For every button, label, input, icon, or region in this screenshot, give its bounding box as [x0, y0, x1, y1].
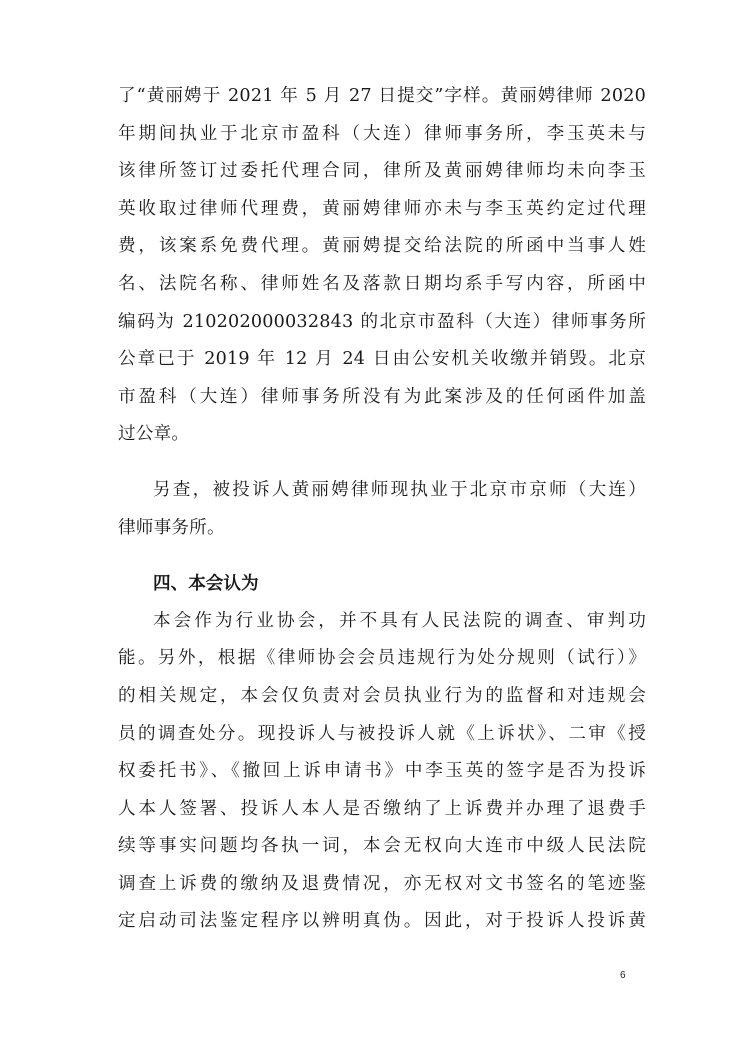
text-line: 调查上诉费的缴纳及退费情况，亦无权对文书签名的笔迹鉴 — [118, 873, 646, 894]
text-line: 费，该案系免费代理。黄丽娉提交给法院的所函中当事人姓 — [118, 236, 646, 257]
text-line: 公章已于 2019 年 12 月 24 日由公安机关收缴并销毁。北京 — [118, 349, 646, 370]
text-line: 名、法院名称、律师姓名及落款日期均系手写内容，所函中 — [118, 273, 646, 294]
text-line: 编码为 210202000032843 的北京市盈科（大连）律师事务所 — [118, 311, 646, 332]
page-number: 6 — [620, 970, 626, 981]
text-line: 律师事务所。 — [118, 517, 225, 538]
text-line: 员的调查处分。现投诉人与被投诉人就《上诉状》、二审《授 — [118, 723, 646, 744]
text-line: 本会作为行业协会，并不具有人民法院的调查、审判功 — [153, 610, 646, 631]
text-line: 市盈科（大连）律师事务所没有为此案涉及的任何函件加盖 — [118, 386, 646, 407]
text-line: 英收取过律师代理费，黄丽娉律师亦未与李玉英约定过代理 — [118, 198, 646, 219]
text-line: 该律所签订过委托代理合同，律所及黄丽娉律师均未向李玉 — [118, 161, 646, 182]
section-heading: 四、本会认为 — [153, 573, 259, 595]
text-line: 能。另外，根据《律师协会会员违规行为处分规则（试行）》 — [118, 648, 646, 669]
document-body — [118, 78, 646, 941]
text-line: 人本人签署、投诉人本人是否缴纳了上诉费并办理了退费手 — [118, 798, 646, 819]
text-line: 年期间执业于北京市盈科（大连）律师事务所，李玉英未与 — [118, 123, 646, 144]
text-line: 权委托书》、《撤回上诉申请书》中李玉英的签字是否为投诉 — [118, 761, 646, 782]
text-line: 了“黄丽娉于 2021 年 5 月 27 日提交”字样。黄丽娉律师 2020 — [118, 86, 646, 106]
text-line: 另查，被投诉人黄丽娉律师现执业于北京市京师（大连） — [153, 479, 646, 500]
text-line: 过公章。 — [118, 424, 190, 445]
text-line: 续等事实问题均各执一词，本会无权向大连市中级人民法院 — [118, 836, 646, 857]
text-line: 的相关规定，本会仅负责对会员执业行为的监督和对违规会 — [118, 685, 646, 706]
text-line: 定启动司法鉴定程序以辨明真伪。因此，对于投诉人投诉黄 — [118, 911, 646, 932]
paragraph-association-opinion — [118, 603, 646, 941]
paragraph-facts — [118, 78, 646, 454]
paragraph-further-finding — [118, 472, 646, 547]
